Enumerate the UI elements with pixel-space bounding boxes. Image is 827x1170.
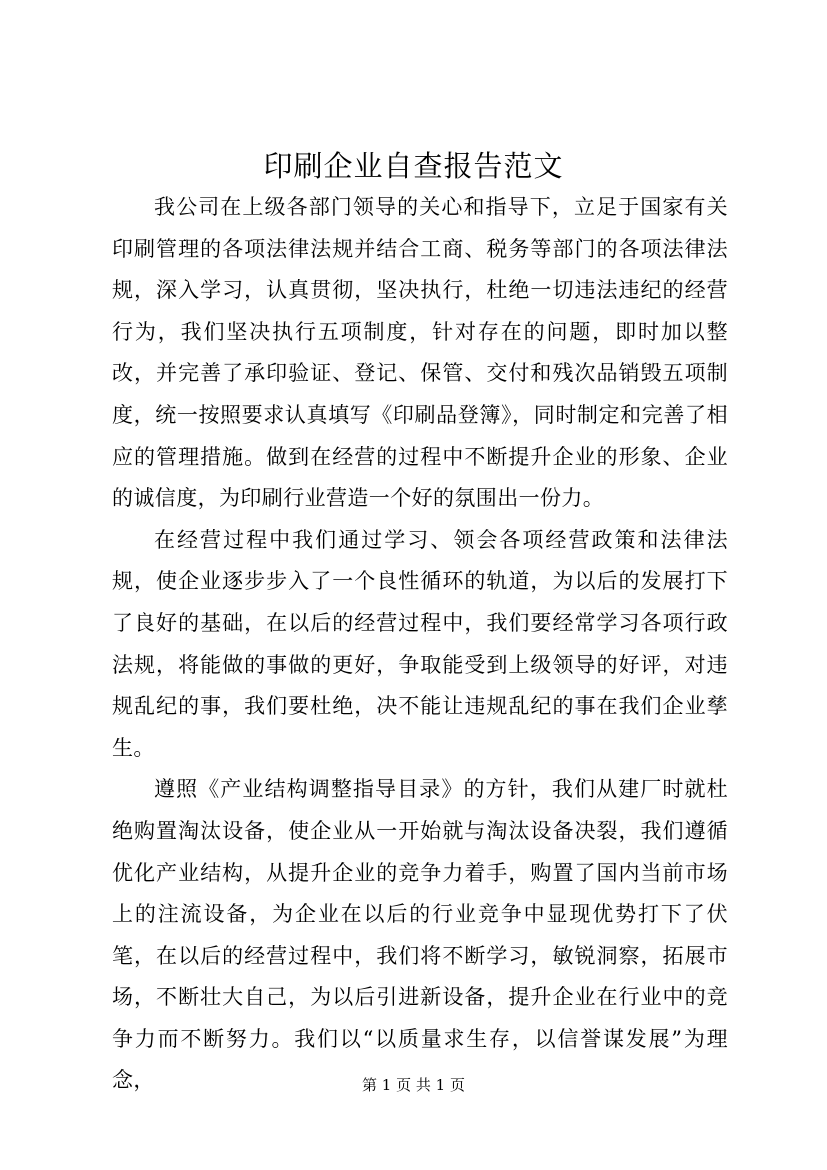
document-body — [112, 187, 728, 1102]
body-paragraph-1: 我公司在上级各部门领导的关心和指导下，立足于国家有关印刷管理的各项法律法规并结合工商、税务等部门的各项法律法规，深入学习，认真贯彻，坚决执行，杜绝一切违法违纪的经营行为，我们坚决执行五项制度，针对存在的问题，即时加以整改，并完善了承印验证、登记、保管、交付和残次品销毁五项制度，统一按照要求认真填写《印刷品登簿》，同时制定和完善了相应的管理措施。做到在经营的过程中不断提升企业的形象、企业的诚信度，为印刷行业营造一个好的氛围出一份力。 — [112, 195, 728, 511]
body-paragraph-3: 遵照《产业结构调整指导目录》的方针，我们从建厂时就杜绝购置淘汰设备，使企业从一开始就与淘汰设备决裂，我们遵循优化产业结构，从提升企业的竞争力着手，购置了国内当前市场上的注流设备，为企业在以后的行业竞争中显现优势打下了伏笔，在以后的经营过程中，我们将不断学习，敏锐洞察，拓展市场，不断壮大自己，为以后引进新设备，提升企业在行业中的竞争力而不断努力。我们以“以质量求生存，以信誉谋发展”为理念， — [112, 777, 728, 1093]
document-title: 印刷企业自查报告范文 — [263, 149, 564, 183]
page-footer: 第 1 页 共 1 页 — [362, 1076, 465, 1094]
body-paragraph-2: 在经营过程中我们通过学习、领会各项经营政策和法律法规，使企业逐步步入了一个良性循环的轨道，为以后的发展打下了良好的基础，在以后的经营过程中，我们要经常学习各项行政法规，将能做的事做的更好，争取能受到上级领导的好评，对违规乱纪的事，我们要杜绝，决不能让违规乱纪的事在我们企业孳生。 — [112, 527, 728, 760]
